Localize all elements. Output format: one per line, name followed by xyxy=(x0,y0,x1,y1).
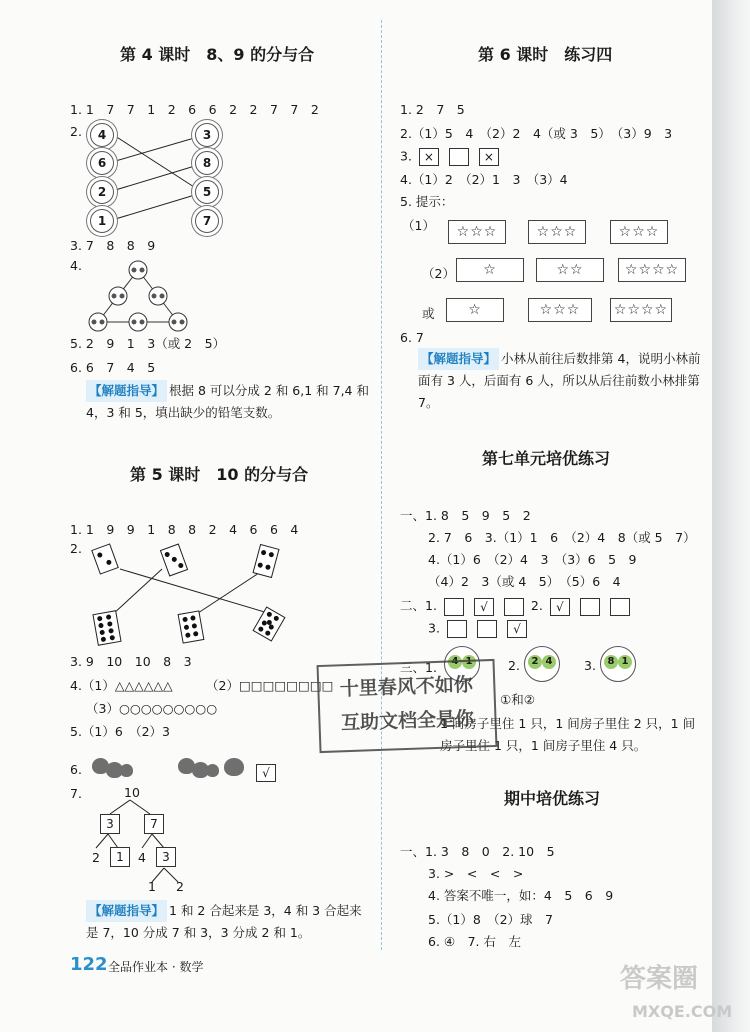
lesson5-q4-2: （2）□□□□□□□□ xyxy=(206,678,334,693)
unit7-part3-q4: ①和② xyxy=(500,692,535,707)
midterm-q5: 5.（1）8 （2）球 7 xyxy=(428,912,553,927)
leaf-number: 4 xyxy=(448,655,462,669)
book-name: 全品作业本 · 数学 xyxy=(108,960,204,974)
unit7-part1-q4b: （4）2 3（或 4 5） （5）6 4 xyxy=(428,574,621,589)
unit7-part2-q2-label: 2. xyxy=(530,598,543,613)
answer-box xyxy=(447,620,467,638)
lesson6-title: 第 6 课时 练习四 xyxy=(478,45,613,64)
leaf-number: 4 xyxy=(542,655,556,669)
unit7-part3-q5a: 1 间房子里住 1 只，1 间房子里住 2 只，1 间 xyxy=(440,716,696,731)
star-box: ☆ xyxy=(456,258,524,282)
page-number: 122 xyxy=(70,954,108,975)
lesson5-hint-text: 1 和 2 合起来是 3，4 和 3 合起来是 7，10 分成 7 和 3，3 分成 2 和 1。 xyxy=(86,903,362,940)
leaf-number: 1 xyxy=(462,655,476,669)
q5-part2-label: （2） xyxy=(422,266,455,281)
lesson5-q2: 2. xyxy=(70,541,82,556)
star-box: ☆☆☆☆ xyxy=(618,258,686,282)
lesson5-q3: 3. 9 10 10 8 3 xyxy=(70,654,192,669)
tree-box-f: 3 xyxy=(156,847,176,867)
unit7-part2-q1 xyxy=(400,596,633,616)
lesson6-hint xyxy=(418,348,708,414)
lesson5-q4-3: （3）○○○○○○○○○ xyxy=(86,701,218,716)
hint-tag: 【解题指导】 xyxy=(86,900,167,922)
tree-top: 10 xyxy=(124,785,140,800)
answer-box xyxy=(444,598,464,616)
lesson5-hint xyxy=(86,900,371,944)
tree-box-a: 3 xyxy=(100,814,120,834)
star-box: ☆ xyxy=(446,298,504,322)
triangle-figure xyxy=(88,256,198,338)
answer-box xyxy=(610,598,630,616)
flower-right-4: 7 xyxy=(195,209,219,233)
lesson5-q1: 1. 1 9 9 1 8 8 2 4 6 6 4 xyxy=(70,522,299,537)
lesson4-q4: 4. xyxy=(70,258,82,273)
lesson6-q3 xyxy=(400,148,502,166)
stamp-line-2: 互助文档全是你 xyxy=(340,707,475,735)
lesson4-hint xyxy=(86,380,371,424)
stamp-line-1: 十里春风不如你 xyxy=(339,673,474,701)
tree-c: 2 xyxy=(92,850,100,865)
unit7-part2-q3 xyxy=(428,620,530,638)
flower-right-2: 8 xyxy=(195,151,219,175)
leaf-number: 2 xyxy=(528,655,542,669)
q5-part1-label: （1） xyxy=(402,218,435,233)
hint-tag: 【解题指导】 xyxy=(86,380,167,402)
flower-left-2: 6 xyxy=(90,151,114,175)
star-box: ☆☆ xyxy=(536,258,604,282)
lesson6-q6: 6. 7 xyxy=(400,330,424,345)
watermark-logo: 答案圈 xyxy=(620,964,699,994)
star-box: ☆☆☆ xyxy=(528,220,586,244)
lesson4-title: 第 4 课时 8、9 的分与合 xyxy=(120,45,315,64)
apple-icon xyxy=(224,758,244,776)
answer-box: × xyxy=(479,148,499,166)
leaf-circle-2 xyxy=(524,646,560,682)
unit7-part3-q2: 2. xyxy=(508,658,520,673)
unit7-part2-q3-label: 3. xyxy=(428,620,440,636)
lesson6-q3-label: 3. xyxy=(400,148,412,164)
lesson6-q2: 2.（1）5 4 （2）2 4（或 3 5） （3）9 3 xyxy=(400,126,673,141)
star-box: ☆☆☆ xyxy=(528,298,592,322)
apple-icon xyxy=(120,764,133,777)
tree-g: 1 xyxy=(148,879,156,894)
answer-box: √ xyxy=(474,598,494,616)
unit7-part2-q1-label: 二、1. xyxy=(400,598,437,613)
lesson6-hint-text: 小林从前往后数排第 4，说明小林前面有 3 人，后面有 6 人，所以从后往前数小林排第 7。 xyxy=(418,351,701,410)
tree-box-b: 7 xyxy=(144,814,164,834)
unit7-part1-q1: 一、1. 8 5 9 5 2 xyxy=(400,508,531,523)
flower-right-3: 5 xyxy=(195,180,219,204)
midterm-q3: 3. > < < > xyxy=(428,866,524,881)
watermark-url: MXQE.COM xyxy=(632,1002,733,1021)
apple-icon xyxy=(206,764,219,777)
lesson4-q5: 5. 2 9 1 3（或 2 5） xyxy=(70,336,226,351)
unit7-part3-q3: 3. xyxy=(584,658,596,673)
midterm-title: 期中培优练习 xyxy=(504,789,601,808)
lesson5-q4-1: 4.（1）△△△△△△ xyxy=(70,678,173,693)
lesson5-q7: 7. xyxy=(70,786,82,801)
tree-box-d: 1 xyxy=(110,847,130,867)
checkbox-checked: √ xyxy=(256,764,276,782)
leaf-number: 8 xyxy=(604,655,618,669)
lesson5-title: 第 5 课时 10 的分与合 xyxy=(130,465,309,484)
unit7-part1-q2: 2. 7 6 3.（1）1 6 （2）4 8（或 5 7） xyxy=(428,530,696,545)
unit7-title: 第七单元培优练习 xyxy=(482,449,611,468)
lesson5-q6: 6. xyxy=(70,762,82,777)
column-divider xyxy=(381,20,382,950)
lesson6-q1: 1. 2 7 5 xyxy=(400,102,465,117)
flower-right-1: 3 xyxy=(195,123,219,147)
hint-tag: 【解题指导】 xyxy=(418,348,499,370)
unit7-part1-q4: 4.（1）6 （2）4 3 （3）6 5 9 xyxy=(428,552,637,567)
lesson4-q1: 1. 1 7 7 1 2 6 6 2 2 7 7 2 xyxy=(70,102,319,117)
answer-box: × xyxy=(419,148,439,166)
page-edge xyxy=(712,0,750,1032)
seal-stamp xyxy=(317,659,498,753)
lesson6-q5: 5. 提示： xyxy=(400,194,454,209)
answer-box: √ xyxy=(507,620,527,638)
lesson4-q6: 6. 6 7 4 5 xyxy=(70,360,156,375)
flower-left-4: 1 xyxy=(90,209,114,233)
midterm-q6: 6. ④ 7. 右 左 xyxy=(428,934,522,949)
answer-box xyxy=(449,148,469,166)
midterm-q4: 4. 答案不唯一，如：4 5 6 9 xyxy=(428,888,614,903)
star-box: ☆☆☆ xyxy=(610,220,668,244)
tree-h: 2 xyxy=(176,879,184,894)
star-box: ☆☆☆☆ xyxy=(610,298,672,322)
star-box: ☆☆☆ xyxy=(448,220,506,244)
lesson5-q5: 5.（1）6 （2）3 xyxy=(70,724,170,739)
flower-left-3: 2 xyxy=(90,180,114,204)
answer-box xyxy=(580,598,600,616)
answer-box: √ xyxy=(550,598,570,616)
answer-box xyxy=(504,598,524,616)
lesson6-q4: 4.（1）2 （2）1 3 （3）4 xyxy=(400,172,568,187)
unit7-part3-q1: 三、1. xyxy=(400,660,437,675)
midterm-q1: 一、1. 3 8 0 2. 10 5 xyxy=(400,844,555,859)
answer-box xyxy=(477,620,497,638)
lesson4-q3: 3. 7 8 8 9 xyxy=(70,238,156,253)
lesson4-hint-text: 根据 8 可以分成 2 和 6,1 和 7,4 和 4，3 和 5，填出缺少的铅笔支数。 xyxy=(86,383,369,420)
flower-left-1: 4 xyxy=(90,123,114,147)
leaf-number: 1 xyxy=(618,655,632,669)
q5-or-label: 或 xyxy=(422,306,435,321)
leaf-circle-3 xyxy=(600,646,636,682)
tree-e: 4 xyxy=(138,850,146,865)
unit7-part3-q5b: 房子里住 1 只，1 间房子里住 4 只。 xyxy=(440,738,647,753)
lesson4-q2: 2. xyxy=(70,124,82,139)
